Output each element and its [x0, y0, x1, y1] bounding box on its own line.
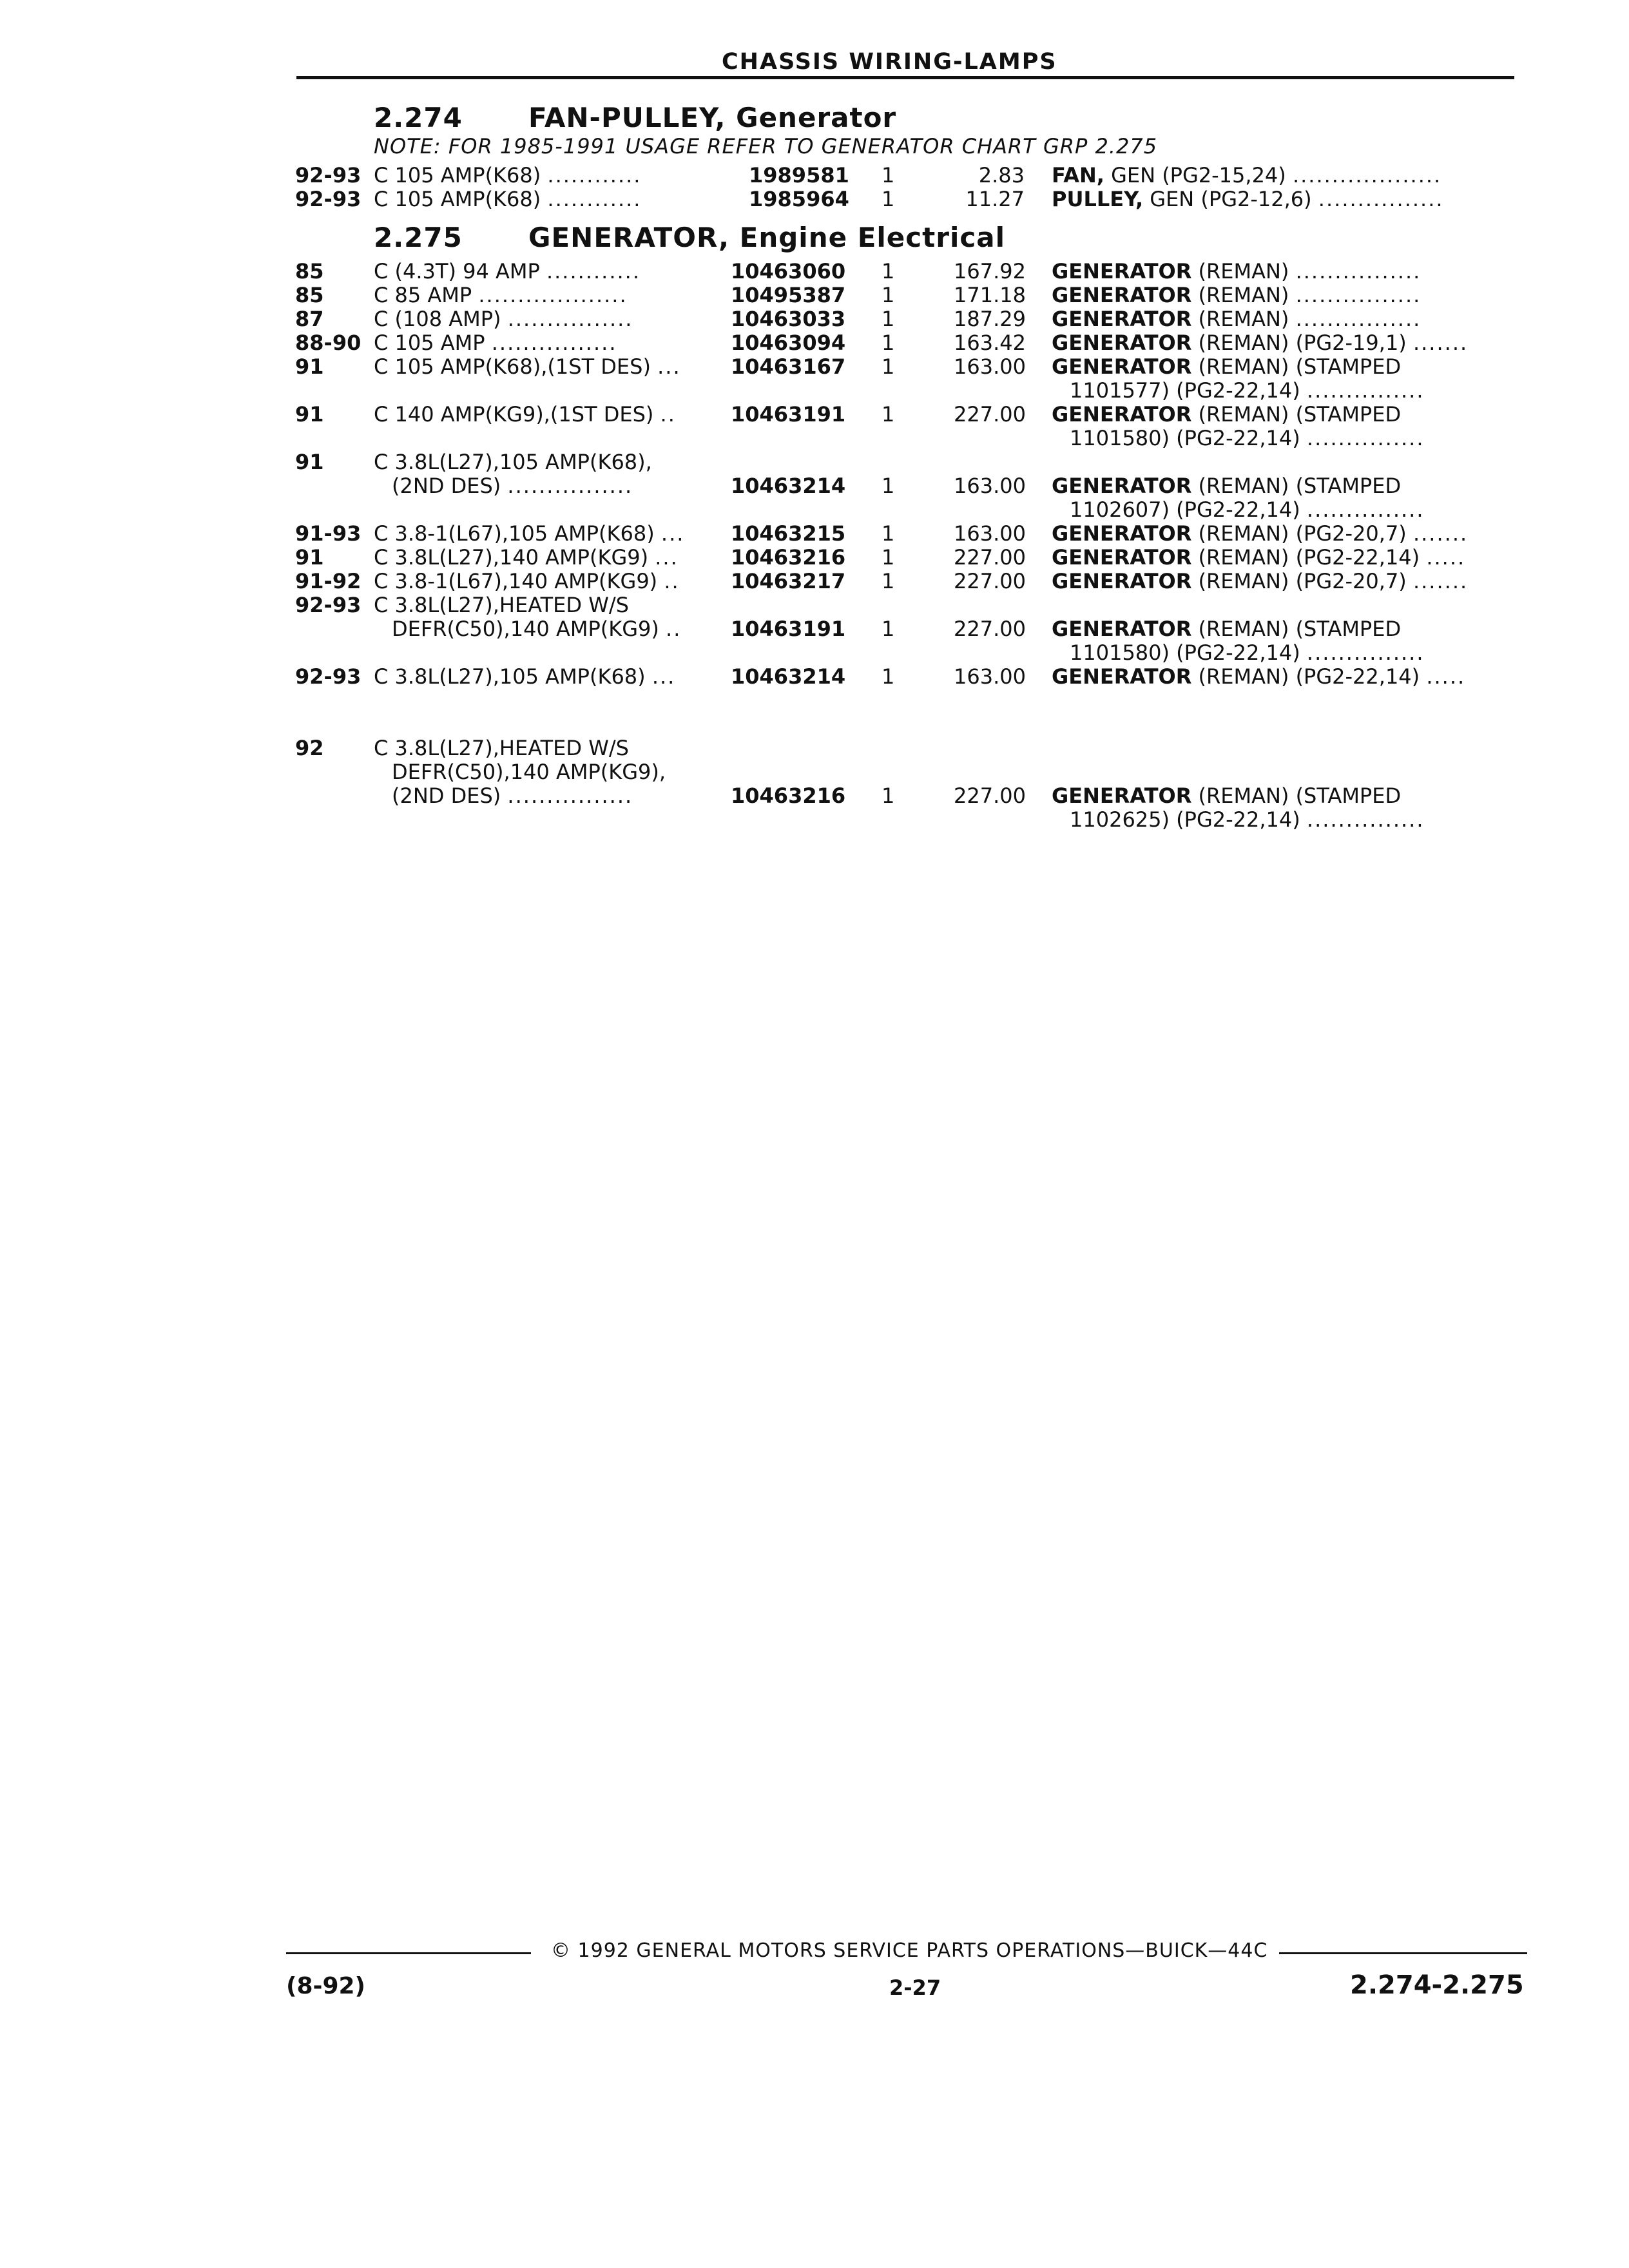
year-cell: 92 — [295, 736, 324, 760]
quantity-cell: 1 — [882, 617, 895, 641]
year-cell: 87 — [295, 307, 324, 331]
price-cell: 187.29 — [954, 307, 1026, 331]
part-name-rest: (REMAN) (STAMPED — [1191, 402, 1402, 427]
part-name-rest: (REMAN) (PG2-22,14) — [1191, 664, 1420, 689]
description-cell — [374, 593, 629, 617]
part-number-cell: 10463214 — [731, 664, 846, 689]
year-cell: 92-93 — [295, 593, 361, 617]
part-name-bold: GENERATOR — [1052, 259, 1192, 284]
part-name-rest: (REMAN) — [1191, 283, 1289, 307]
description-cell — [374, 546, 679, 570]
quantity-cell: 1 — [882, 569, 895, 593]
part-name-rest: (REMAN) (STAMPED — [1191, 617, 1402, 641]
year-cell: 92-93 — [295, 664, 361, 689]
description-continuation — [392, 760, 666, 784]
footer-date: (8-92) — [286, 1973, 365, 1999]
description-text: C 3.8L(L27),HEATED W/S — [374, 736, 629, 760]
part-name-cell — [1052, 355, 1401, 379]
section-name: FAN-PULLEY, Generator — [528, 102, 897, 133]
price-cell: 163.00 — [954, 354, 1026, 379]
part-number-cell: 10463191 — [731, 617, 846, 641]
description-text: DEFR(C50),140 AMP(KG9) — [392, 617, 659, 641]
description-text: C 105 AMP — [374, 331, 485, 355]
part-number-cell: 10463216 — [731, 783, 846, 808]
part-name-bold: GENERATOR — [1052, 545, 1192, 570]
year-cell: 91-92 — [295, 569, 361, 593]
description-text: C 3.8L(L27),140 AMP(KG9) — [374, 545, 649, 570]
part-name-cell — [1052, 284, 1421, 307]
part-number-cell: 10463214 — [731, 474, 846, 498]
page-header: CHASSIS WIRING-LAMPS — [722, 49, 1057, 75]
section-number: 2.274 — [374, 102, 463, 133]
description-text: C 3.8L(L27),105 AMP(K68), — [374, 450, 652, 474]
part-name-rest: 1101580) (PG2-22,14) — [1070, 640, 1300, 665]
year-cell: 91 — [295, 545, 324, 570]
part-number-cell: 10463216 — [731, 545, 846, 570]
quantity-cell: 1 — [882, 474, 895, 498]
part-number-cell: 10463094 — [731, 331, 846, 355]
quantity-cell: 1 — [882, 783, 895, 808]
part-name-rest: (REMAN) — [1191, 307, 1289, 331]
part-name-continuation — [1070, 641, 1425, 665]
description-text: (2ND DES) — [392, 474, 501, 498]
part-number-cell: 10463167 — [731, 354, 846, 379]
year-cell: 85 — [295, 283, 324, 307]
description-cell — [374, 736, 629, 760]
part-name-rest: (REMAN) (PG2-20,7) — [1191, 521, 1407, 546]
description-cell — [374, 570, 680, 593]
leader-dots: ............... — [1306, 497, 1425, 522]
description-text: C 85 AMP — [374, 283, 472, 307]
description-cell — [374, 331, 617, 355]
part-name-cell — [1052, 164, 1441, 187]
part-name-bold: FAN, — [1052, 163, 1104, 187]
footer-rule-left — [286, 1952, 531, 1954]
part-name-cell — [1052, 187, 1444, 211]
leader-dots: ................ — [1295, 283, 1422, 307]
price-cell: 163.00 — [954, 474, 1026, 498]
description-text: DEFR(C50),140 AMP(KG9), — [392, 760, 666, 784]
quantity-cell: 1 — [882, 354, 895, 379]
year-cell: 91 — [295, 354, 324, 379]
usage-note: NOTE: FOR 1985-1991 USAGE REFER TO GENERATOR CHART GRP 2.275 — [374, 134, 1158, 159]
price-cell: 2.83 — [978, 163, 1025, 187]
part-name-bold: GENERATOR — [1052, 354, 1192, 379]
part-name-cell — [1052, 546, 1465, 570]
leader-dots: ............... — [1306, 640, 1425, 665]
leader-dots: ................ — [1318, 187, 1444, 211]
part-name-rest: GEN (PG2-12,6) — [1143, 187, 1312, 211]
leader-dots: ................ — [507, 783, 633, 808]
part-name-rest: 1102625) (PG2-22,14) — [1070, 807, 1300, 832]
year-cell: 91 — [295, 402, 324, 427]
description-text: C 105 AMP(K68) — [374, 187, 541, 211]
leader-dots: ................... — [1292, 163, 1442, 187]
quantity-cell: 1 — [882, 521, 895, 546]
part-name-rest: 1101577) (PG2-22,14) — [1070, 378, 1300, 403]
leader-dots: ............... — [1306, 426, 1425, 450]
part-number-cell: 10463033 — [731, 307, 846, 331]
year-cell: 88-90 — [295, 331, 361, 355]
year-cell: 91-93 — [295, 521, 361, 546]
leader-dots: .. — [666, 617, 682, 641]
part-name-bold: GENERATOR — [1052, 402, 1192, 427]
description-text: C (108 AMP) — [374, 307, 501, 331]
quantity-cell: 1 — [882, 163, 895, 187]
part-name-cell — [1052, 260, 1421, 284]
description-continuation — [392, 617, 681, 641]
quantity-cell: 1 — [882, 283, 895, 307]
description-text: C 105 AMP(K68),(1ST DES) — [374, 354, 651, 379]
part-name-bold: GENERATOR — [1052, 617, 1192, 641]
part-number-cell: 10463217 — [731, 569, 846, 593]
part-name-rest: (REMAN) (PG2-22,14) — [1191, 545, 1420, 570]
part-name-cell — [1052, 474, 1401, 498]
part-number-cell: 10495387 — [731, 283, 846, 307]
leader-dots: ..... — [1426, 545, 1466, 570]
part-name-continuation — [1070, 379, 1425, 403]
part-name-bold: GENERATOR — [1052, 307, 1192, 331]
part-name-continuation — [1070, 498, 1425, 522]
part-name-bold: GENERATOR — [1052, 331, 1192, 355]
leader-dots: ................... — [478, 283, 628, 307]
quantity-cell: 1 — [882, 545, 895, 570]
part-name-continuation — [1070, 427, 1425, 450]
leader-dots: ............... — [1306, 807, 1425, 832]
part-name-cell — [1052, 307, 1421, 331]
part-name-continuation — [1070, 808, 1425, 832]
quantity-cell: 1 — [882, 402, 895, 427]
description-text: C 3.8-1(L67),140 AMP(KG9) — [374, 569, 658, 593]
price-cell: 171.18 — [954, 283, 1026, 307]
part-name-rest: GEN (PG2-15,24) — [1104, 163, 1286, 187]
price-cell: 227.00 — [954, 545, 1026, 570]
year-cell: 92-93 — [295, 163, 361, 187]
part-name-bold: GENERATOR — [1052, 283, 1192, 307]
leader-dots: ................ — [1295, 259, 1422, 284]
part-name-bold: GENERATOR — [1052, 521, 1192, 546]
part-number-cell: 1985964 — [749, 187, 849, 211]
section-name: GENERATOR, Engine Electrical — [528, 222, 1005, 253]
description-text: C (4.3T) 94 AMP — [374, 259, 540, 284]
part-name-cell — [1052, 403, 1401, 427]
part-name-rest: (REMAN) (STAMPED — [1191, 783, 1402, 808]
leader-dots: ................ — [491, 331, 617, 355]
footer-rule-right — [1279, 1952, 1527, 1954]
part-name-bold: GENERATOR — [1052, 664, 1192, 689]
quantity-cell: 1 — [882, 307, 895, 331]
part-name-bold: GENERATOR — [1052, 783, 1192, 808]
part-name-rest: 1102607) (PG2-22,14) — [1070, 497, 1300, 522]
description-text: C 3.8L(L27),HEATED W/S — [374, 593, 629, 617]
leader-dots: ... — [655, 545, 679, 570]
quantity-cell: 1 — [882, 664, 895, 689]
section-number: 2.275 — [374, 222, 463, 253]
description-cell — [374, 403, 676, 427]
leader-dots: ............ — [547, 187, 642, 211]
part-name-bold: GENERATOR — [1052, 569, 1192, 593]
description-text: C 3.8L(L27),105 AMP(K68) — [374, 664, 646, 689]
description-cell — [374, 284, 628, 307]
year-cell: 91 — [295, 450, 324, 474]
description-text: (2ND DES) — [392, 783, 501, 808]
description-text: C 3.8-1(L67),105 AMP(K68) — [374, 521, 655, 546]
part-name-bold: GENERATOR — [1052, 474, 1192, 498]
description-cell — [374, 164, 641, 187]
price-cell: 167.92 — [954, 259, 1026, 284]
leader-dots: ... — [660, 521, 685, 546]
footer-page-number: 2-27 — [889, 1975, 941, 2000]
leader-dots: ............ — [547, 163, 642, 187]
leader-dots: .. — [660, 402, 676, 427]
header-rule — [296, 76, 1514, 79]
description-cell — [374, 450, 652, 474]
part-number-cell: 10463191 — [731, 402, 846, 427]
leader-dots: ............... — [1306, 378, 1425, 403]
part-name-cell — [1052, 665, 1465, 689]
leader-dots: ... — [651, 664, 676, 689]
year-cell: 85 — [295, 259, 324, 284]
part-name-rest: (REMAN) (PG2-19,1) — [1191, 331, 1407, 355]
part-name-cell — [1052, 570, 1468, 593]
price-cell: 227.00 — [954, 617, 1026, 641]
leader-dots: ....... — [1412, 331, 1469, 355]
footer-section-range: 2.274-2.275 — [1350, 1970, 1524, 2000]
quantity-cell: 1 — [882, 331, 895, 355]
price-cell: 163.42 — [954, 331, 1026, 355]
leader-dots: ....... — [1412, 569, 1469, 593]
description-continuation — [392, 784, 633, 808]
part-number-cell: 10463060 — [731, 259, 846, 284]
description-continuation — [392, 474, 633, 498]
leader-dots: ....... — [1412, 521, 1469, 546]
description-cell — [374, 522, 684, 546]
description-cell — [374, 260, 641, 284]
leader-dots: .. — [664, 569, 680, 593]
part-name-cell — [1052, 522, 1468, 546]
description-text: C 140 AMP(KG9),(1ST DES) — [374, 402, 654, 427]
part-name-cell — [1052, 617, 1401, 641]
part-number-cell: 10463215 — [731, 521, 846, 546]
part-name-rest: (REMAN) (PG2-20,7) — [1191, 569, 1407, 593]
description-text: C 105 AMP(K68) — [374, 163, 541, 187]
leader-dots: ..... — [1426, 664, 1466, 689]
price-cell: 163.00 — [954, 521, 1026, 546]
description-cell — [374, 307, 633, 331]
price-cell: 227.00 — [954, 783, 1026, 808]
leader-dots: ... — [657, 354, 681, 379]
footer-copyright: © 1992 GENERAL MOTORS SERVICE PARTS OPERATIONS—BUICK—44C — [551, 1939, 1268, 1962]
leader-dots: ............ — [546, 259, 641, 284]
leader-dots: ................ — [1295, 307, 1422, 331]
price-cell: 11.27 — [965, 187, 1025, 211]
leader-dots: ................ — [507, 307, 633, 331]
price-cell: 227.00 — [954, 569, 1026, 593]
quantity-cell: 1 — [882, 259, 895, 284]
year-cell: 92-93 — [295, 187, 361, 211]
part-name-rest: (REMAN) (STAMPED — [1191, 474, 1402, 498]
part-name-rest: 1101580) (PG2-22,14) — [1070, 426, 1300, 450]
part-name-bold: PULLEY, — [1052, 187, 1144, 211]
part-number-cell: 1989581 — [749, 163, 849, 187]
description-cell — [374, 665, 675, 689]
leader-dots: ................ — [507, 474, 633, 498]
part-name-rest: (REMAN) — [1191, 259, 1289, 284]
price-cell: 227.00 — [954, 402, 1026, 427]
part-name-cell — [1052, 784, 1401, 808]
part-name-rest: (REMAN) (STAMPED — [1191, 354, 1402, 379]
description-cell — [374, 355, 681, 379]
part-name-cell — [1052, 331, 1468, 355]
quantity-cell: 1 — [882, 187, 895, 211]
price-cell: 163.00 — [954, 664, 1026, 689]
description-cell — [374, 187, 641, 211]
